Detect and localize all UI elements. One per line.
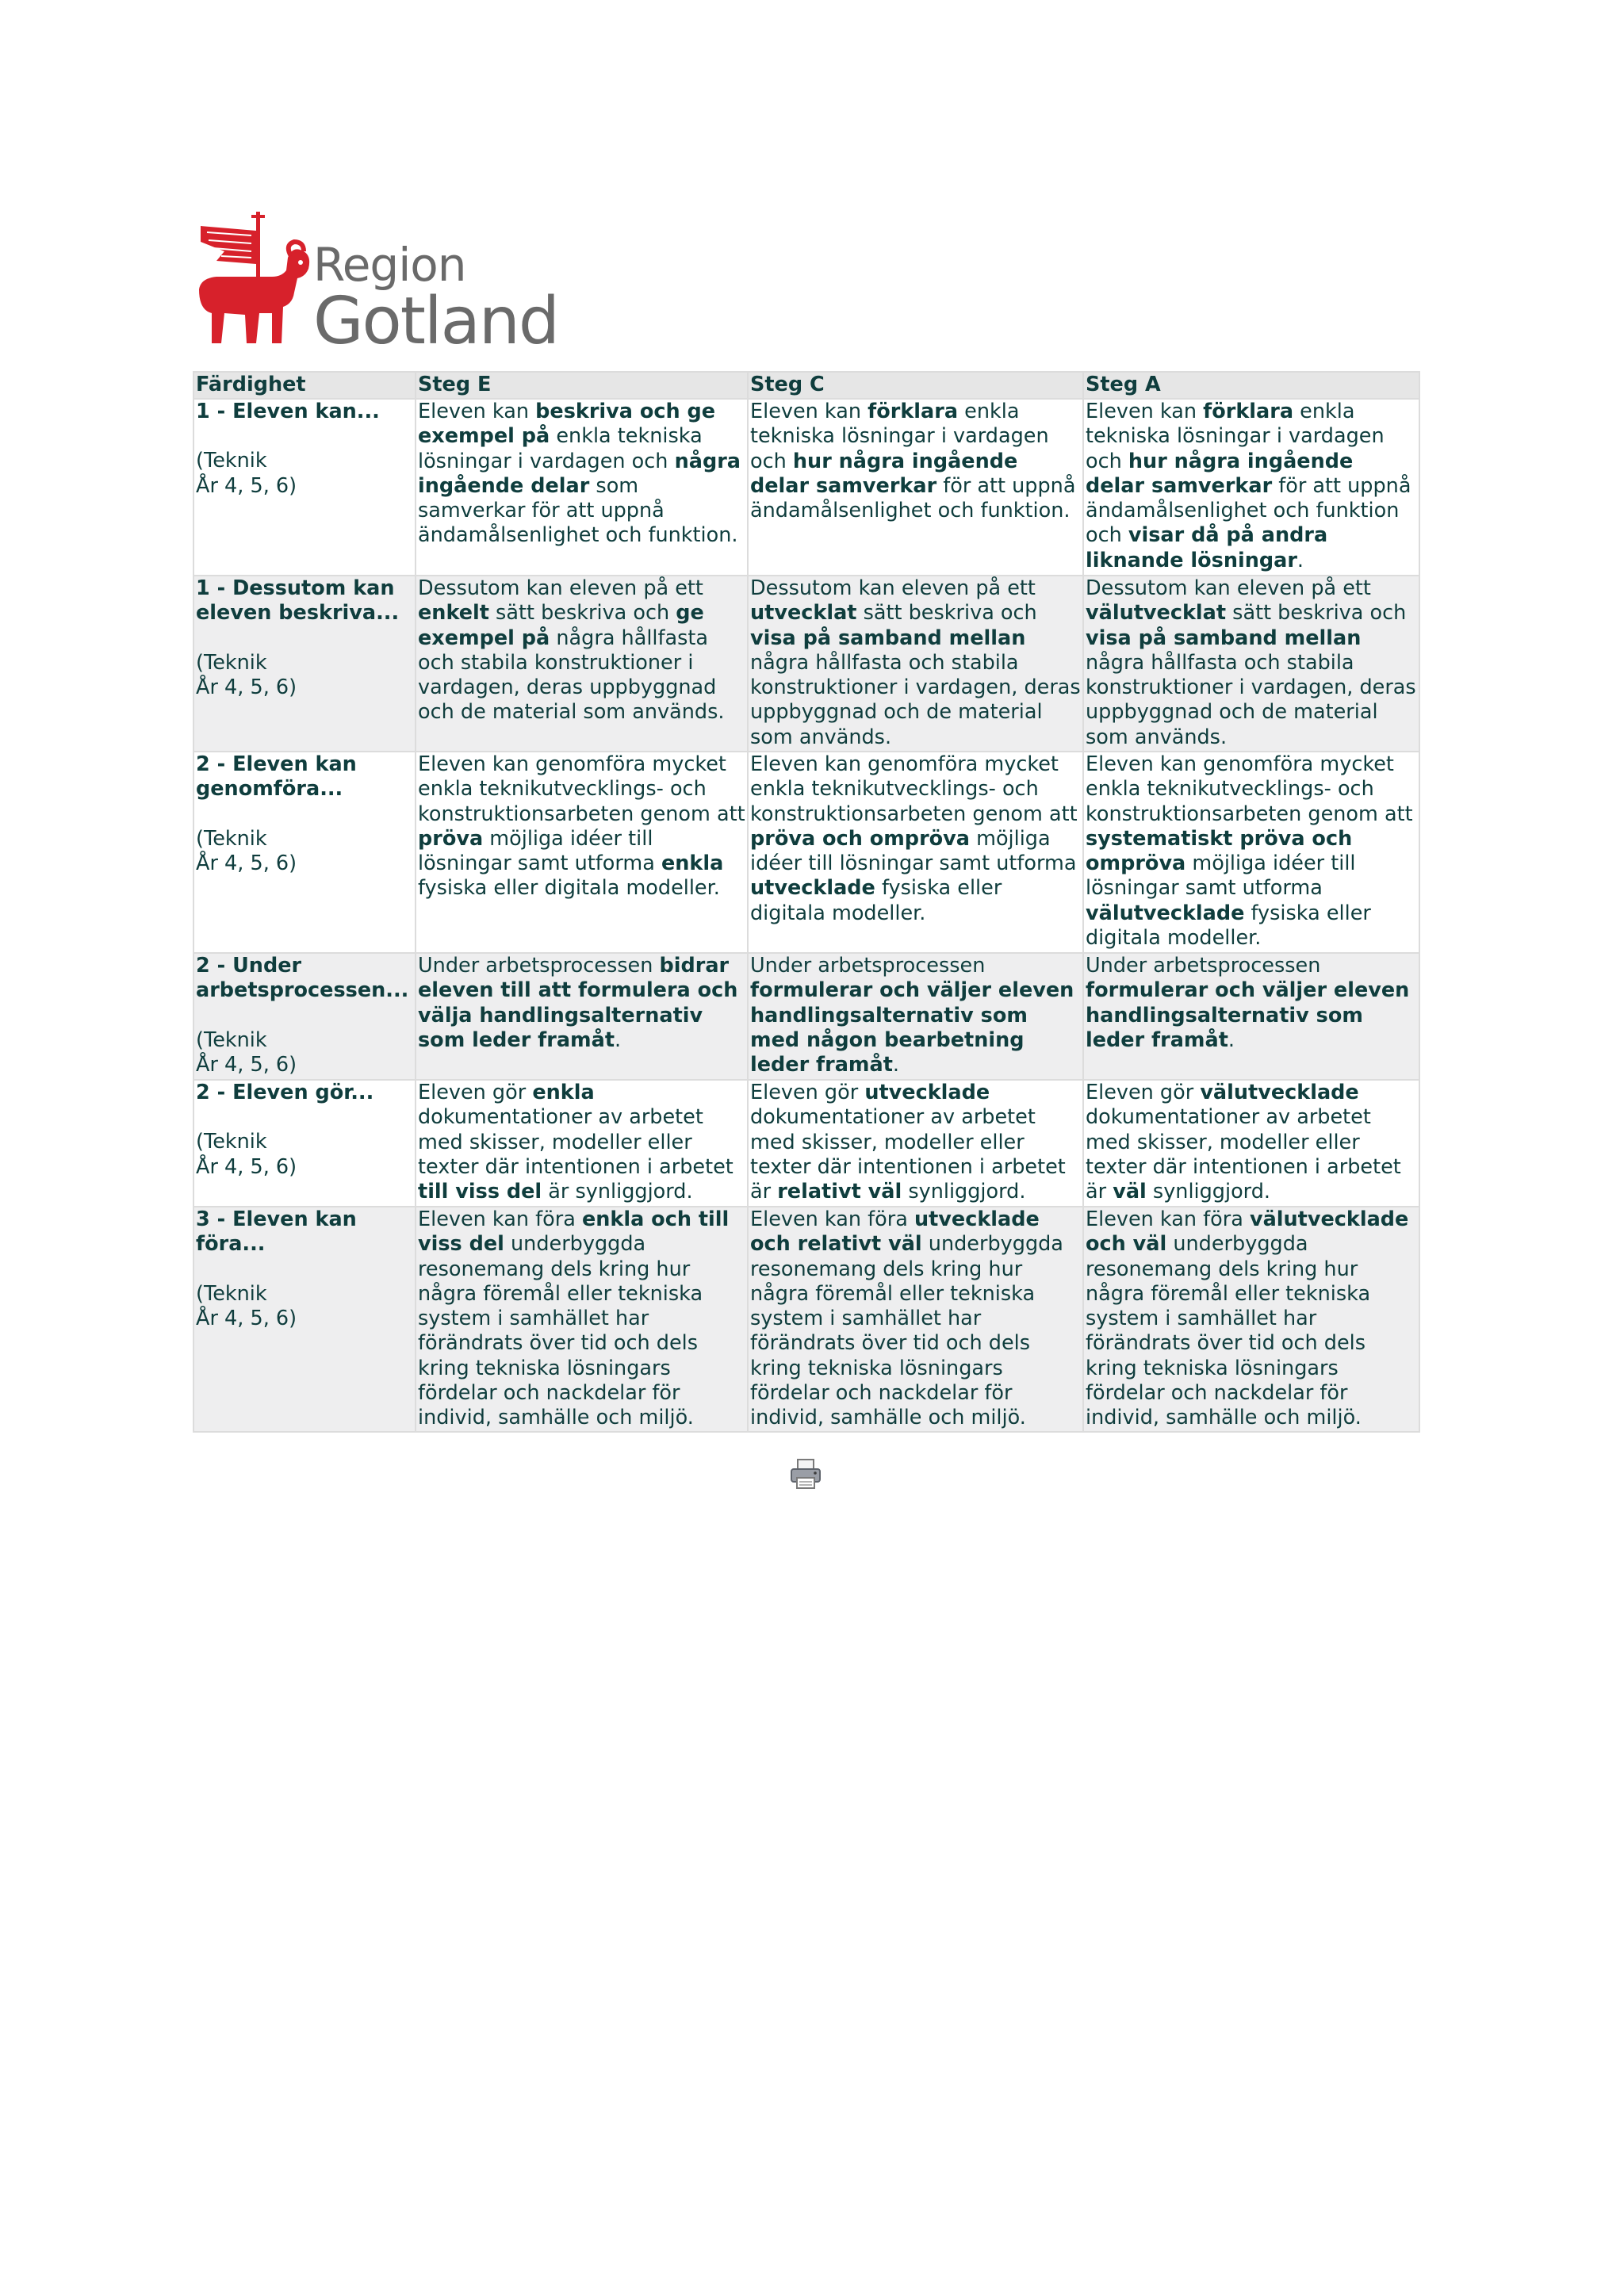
emphasized-text: utvecklade — [864, 1081, 990, 1104]
criteria-text: Eleven gör — [1086, 1081, 1201, 1104]
criteria-text: . — [615, 1027, 622, 1052]
skill-sub-line: (Teknik — [196, 1281, 267, 1306]
criteria-cell-e — [416, 752, 748, 953]
skill-sub — [196, 1282, 413, 1332]
criteria-text: Dessutom kan eleven på ett — [750, 576, 1036, 600]
skill-sub-line: År 4, 5, 6) — [196, 473, 297, 498]
emphasized-text: formulerar och väljer eleven handlingsalternativ som leder framåt — [1086, 978, 1410, 1052]
criteria-text: synliggjord. — [1146, 1180, 1270, 1204]
emphasized-text: välutvecklade — [1086, 901, 1245, 925]
criteria-cell-a — [1083, 953, 1419, 1080]
skill-title: 2 - Under arbetsprocessen... — [196, 954, 409, 1003]
criteria-cell-c — [748, 752, 1083, 953]
criteria-text: några hållfasta och stabila konstruktioner i vardagen, deras uppbyggnad och de material som används. — [750, 650, 1081, 749]
criteria-text: enkla tekniska lösningar i vardagen och — [750, 400, 1049, 473]
criteria-cell-a — [1083, 1207, 1419, 1432]
header-steg-a: Steg A — [1083, 372, 1419, 399]
header-fardighet: Färdighet — [193, 372, 416, 399]
criteria-text: fysiska eller digitala modeller. — [750, 876, 1002, 925]
skill-cell — [193, 752, 416, 953]
criteria-text: . — [1297, 548, 1304, 572]
criteria-text: fysiska eller digitala modeller. — [418, 876, 720, 901]
skill-cell — [193, 1207, 416, 1432]
emphasized-text: utvecklat — [750, 601, 857, 626]
criteria-text: Eleven kan — [1086, 400, 1204, 423]
criteria-text: Eleven kan — [418, 400, 536, 423]
skill-sub-line: (Teknik — [196, 826, 267, 851]
table-row — [193, 576, 1419, 752]
criteria-cell-a — [1083, 576, 1419, 752]
table-row — [193, 752, 1419, 953]
skill-sub-line: År 4, 5, 6) — [196, 1154, 297, 1179]
criteria-text: Eleven kan föra — [750, 1207, 914, 1231]
criteria-text: är synliggjord. — [542, 1180, 693, 1204]
emphasized-text: ge exempel på — [418, 601, 704, 650]
table-row — [193, 1207, 1419, 1432]
criteria-cell-e — [416, 1080, 748, 1207]
emphasized-text: visa på samband mellan — [750, 626, 1026, 650]
criteria-text: underbyggda resonemang dels kring hur några föremål eller tekniska system i samhället har förändrats över tid och dels kring tekniska lösningars fördelar och nackdelar för individ, samhälle och miljö. — [750, 1232, 1063, 1430]
criteria-text: Eleven kan genomföra mycket enkla teknikutvecklings- och konstruktionsarbeten genom att — [418, 752, 745, 826]
criteria-text: Dessutom kan eleven på ett — [418, 576, 703, 600]
emphasized-text: hur några ingående delar samverkar — [750, 449, 1018, 498]
skill-title: 1 - Eleven kan... — [196, 400, 380, 423]
criteria-text: möjliga idéer till lösningar samt utforma — [418, 826, 661, 876]
criteria-text: sätt beskriva och — [856, 601, 1037, 626]
criteria-cell-e — [416, 953, 748, 1080]
criteria-text: som samverkar för att uppnå ändamålsenlighet och funktion. — [418, 473, 738, 548]
skill-sub-line: År 4, 5, 6) — [196, 1306, 297, 1330]
emphasized-text: formulerar och väljer eleven handlingsalternativ som med någon bearbetning leder framåt — [750, 978, 1074, 1077]
criteria-text: Dessutom kan eleven på ett — [1086, 576, 1371, 600]
criteria-text: dokumentationer av arbetet med skisser, modeller eller texter där intentionen i arbetet — [418, 1105, 733, 1179]
skill-cell — [193, 953, 416, 1080]
criteria-text: dokumentationer av arbetet med skisser, modeller eller texter där intentionen i arbetet är — [750, 1105, 1066, 1204]
skill-title: 2 - Eleven gör... — [196, 1081, 374, 1104]
skill-sub-line: År 4, 5, 6) — [196, 851, 297, 875]
skill-sub-line: (Teknik — [196, 449, 267, 473]
emphasized-text: till viss del — [418, 1180, 542, 1204]
table-body — [193, 399, 1419, 1432]
skill-cell — [193, 576, 416, 752]
skill-title: 1 - Dessutom kan eleven beskriva... — [196, 576, 400, 626]
criteria-cell-e — [416, 399, 748, 576]
skill-sub — [196, 1028, 413, 1078]
criteria-cell-a — [1083, 399, 1419, 576]
emphasized-text: förklara — [868, 400, 959, 423]
table-row — [193, 953, 1419, 1080]
region-gotland-logo — [193, 210, 558, 359]
emphasized-text: bidrar eleven till att formulera och välja handlingsalternativ som leder framåt — [418, 954, 738, 1052]
emphasized-text: väl — [1113, 1180, 1147, 1204]
emphasized-text: hur några ingående delar samverkar — [1086, 449, 1354, 498]
header-steg-c: Steg C — [748, 372, 1083, 399]
emphasized-text: beskriva och ge exempel på — [418, 400, 716, 449]
emphasized-text: utvecklade — [750, 876, 875, 901]
skill-sub-line: (Teknik — [196, 1130, 267, 1154]
criteria-text: Under arbetsprocessen — [750, 954, 986, 978]
skill-sub-line: (Teknik — [196, 650, 267, 675]
criteria-text: dokumentationer av arbetet med skisser, modeller eller texter där intentionen i arbetet är — [1086, 1105, 1401, 1204]
criteria-text: Eleven gör — [418, 1081, 533, 1104]
skill-sub-line: År 4, 5, 6) — [196, 1052, 297, 1077]
skill-title: 2 - Eleven kan genomföra... — [196, 752, 357, 802]
skill-sub — [196, 449, 413, 499]
criteria-text: några hållfasta och stabila konstruktioner i vardagen, deras uppbyggnad och de material som används. — [1086, 650, 1416, 749]
emphasized-text: relativt väl — [777, 1180, 902, 1204]
table-row — [193, 399, 1419, 576]
emphasized-text: enkla — [661, 851, 724, 876]
criteria-cell-c — [748, 576, 1083, 752]
criteria-text: för att uppnå ändamålsenlighet och funktion. — [750, 473, 1076, 523]
criteria-text: . — [1228, 1027, 1235, 1052]
criteria-text: Eleven kan föra — [418, 1207, 582, 1231]
skill-sub — [196, 1130, 413, 1180]
criteria-text: Eleven kan föra — [1086, 1207, 1250, 1231]
printer-icon — [789, 1457, 822, 1490]
criteria-cell-a — [1083, 752, 1419, 953]
table-row — [193, 1080, 1419, 1207]
criteria-cell-e — [416, 1207, 748, 1432]
emphasized-text: visar då på andra liknande lösningar — [1086, 523, 1328, 572]
emphasized-text: förklara — [1203, 400, 1294, 423]
print-button[interactable] — [789, 1457, 822, 1490]
criteria-text: . — [892, 1053, 899, 1077]
criteria-text: möjliga idéer till lösningar samt utforma — [1086, 851, 1356, 901]
emphasized-text: enkla — [532, 1081, 595, 1104]
emphasized-text: enkelt — [418, 601, 489, 626]
criteria-text: sätt beskriva och — [1226, 601, 1407, 626]
skill-cell — [193, 399, 416, 576]
criteria-text: Eleven kan genomföra mycket enkla teknikutvecklings- och konstruktionsarbeten genom att — [750, 752, 1078, 826]
skill-cell — [193, 1080, 416, 1207]
criteria-text: Eleven kan — [750, 400, 868, 423]
emphasized-text: välutvecklade och väl — [1086, 1207, 1409, 1257]
skill-sub — [196, 651, 413, 701]
criteria-cell-c — [748, 399, 1083, 576]
criteria-text: några hållfasta och stabila konstruktioner i vardagen, deras uppbyggnad och de material som används. — [418, 626, 725, 725]
assessment-matrix-table — [193, 371, 1420, 1433]
criteria-text: Eleven kan genomföra mycket enkla teknikutvecklings- och konstruktionsarbeten genom att — [1086, 752, 1413, 826]
emphasized-text: enkla och till viss del — [418, 1207, 730, 1257]
criteria-text: synliggjord. — [902, 1180, 1026, 1204]
emphasized-text: pröva och ompröva — [750, 826, 970, 851]
emphasized-text: systematiskt pröva och ompröva — [1086, 826, 1353, 876]
criteria-cell-e — [416, 576, 748, 752]
skill-sub-line: År 4, 5, 6) — [196, 675, 297, 699]
criteria-text: sätt beskriva och — [488, 601, 676, 626]
criteria-text: möjliga idéer till lösningar samt utforma — [750, 826, 1077, 876]
criteria-cell-a — [1083, 1080, 1419, 1207]
emphasized-text: visa på samband mellan — [1086, 626, 1362, 650]
criteria-text: Under arbetsprocessen — [418, 954, 660, 978]
criteria-text: för att uppnå ändamålsenlighet och funktion och — [1086, 473, 1411, 548]
table-header-row — [193, 372, 1419, 399]
criteria-text: underbyggda resonemang dels kring hur några föremål eller tekniska system i samhället har förändrats över tid och dels kring tekniska lösningars fördelar och nackdelar för individ, samhälle och miljö. — [418, 1232, 703, 1430]
criteria-cell-c — [748, 953, 1083, 1080]
logo-line-region: Region — [313, 238, 466, 292]
criteria-text: enkla tekniska lösningar i vardagen och — [1086, 400, 1385, 473]
criteria-text: underbyggda resonemang dels kring hur några föremål eller tekniska system i samhället har förändrats över tid och dels kring tekniska lösningars fördelar och nackdelar för individ, samhälle och miljö. — [1086, 1232, 1371, 1430]
criteria-cell-c — [748, 1080, 1083, 1207]
skill-sub — [196, 827, 413, 877]
emphasized-text: utvecklade och relativt väl — [750, 1207, 1040, 1257]
emphasized-text: välutvecklade — [1200, 1081, 1359, 1104]
criteria-text: Eleven gör — [750, 1081, 865, 1104]
criteria-text: fysiska eller digitala modeller. — [1086, 901, 1371, 951]
skill-title: 3 - Eleven kan föra... — [196, 1207, 357, 1257]
header-steg-e: Steg E — [416, 372, 748, 399]
emphasized-text: några ingående delar — [418, 449, 741, 498]
emphasized-text: pröva — [418, 826, 484, 851]
criteria-text: enkla tekniska lösningar i vardagen och — [418, 424, 703, 473]
criteria-text: Under arbetsprocessen — [1086, 954, 1321, 978]
skill-sub-line: (Teknik — [196, 1027, 267, 1052]
emphasized-text: välutvecklat — [1086, 601, 1227, 626]
logo-line-gotland: Gotland — [313, 284, 558, 359]
criteria-cell-c — [748, 1207, 1083, 1432]
ram-logo-icon — [193, 210, 312, 353]
